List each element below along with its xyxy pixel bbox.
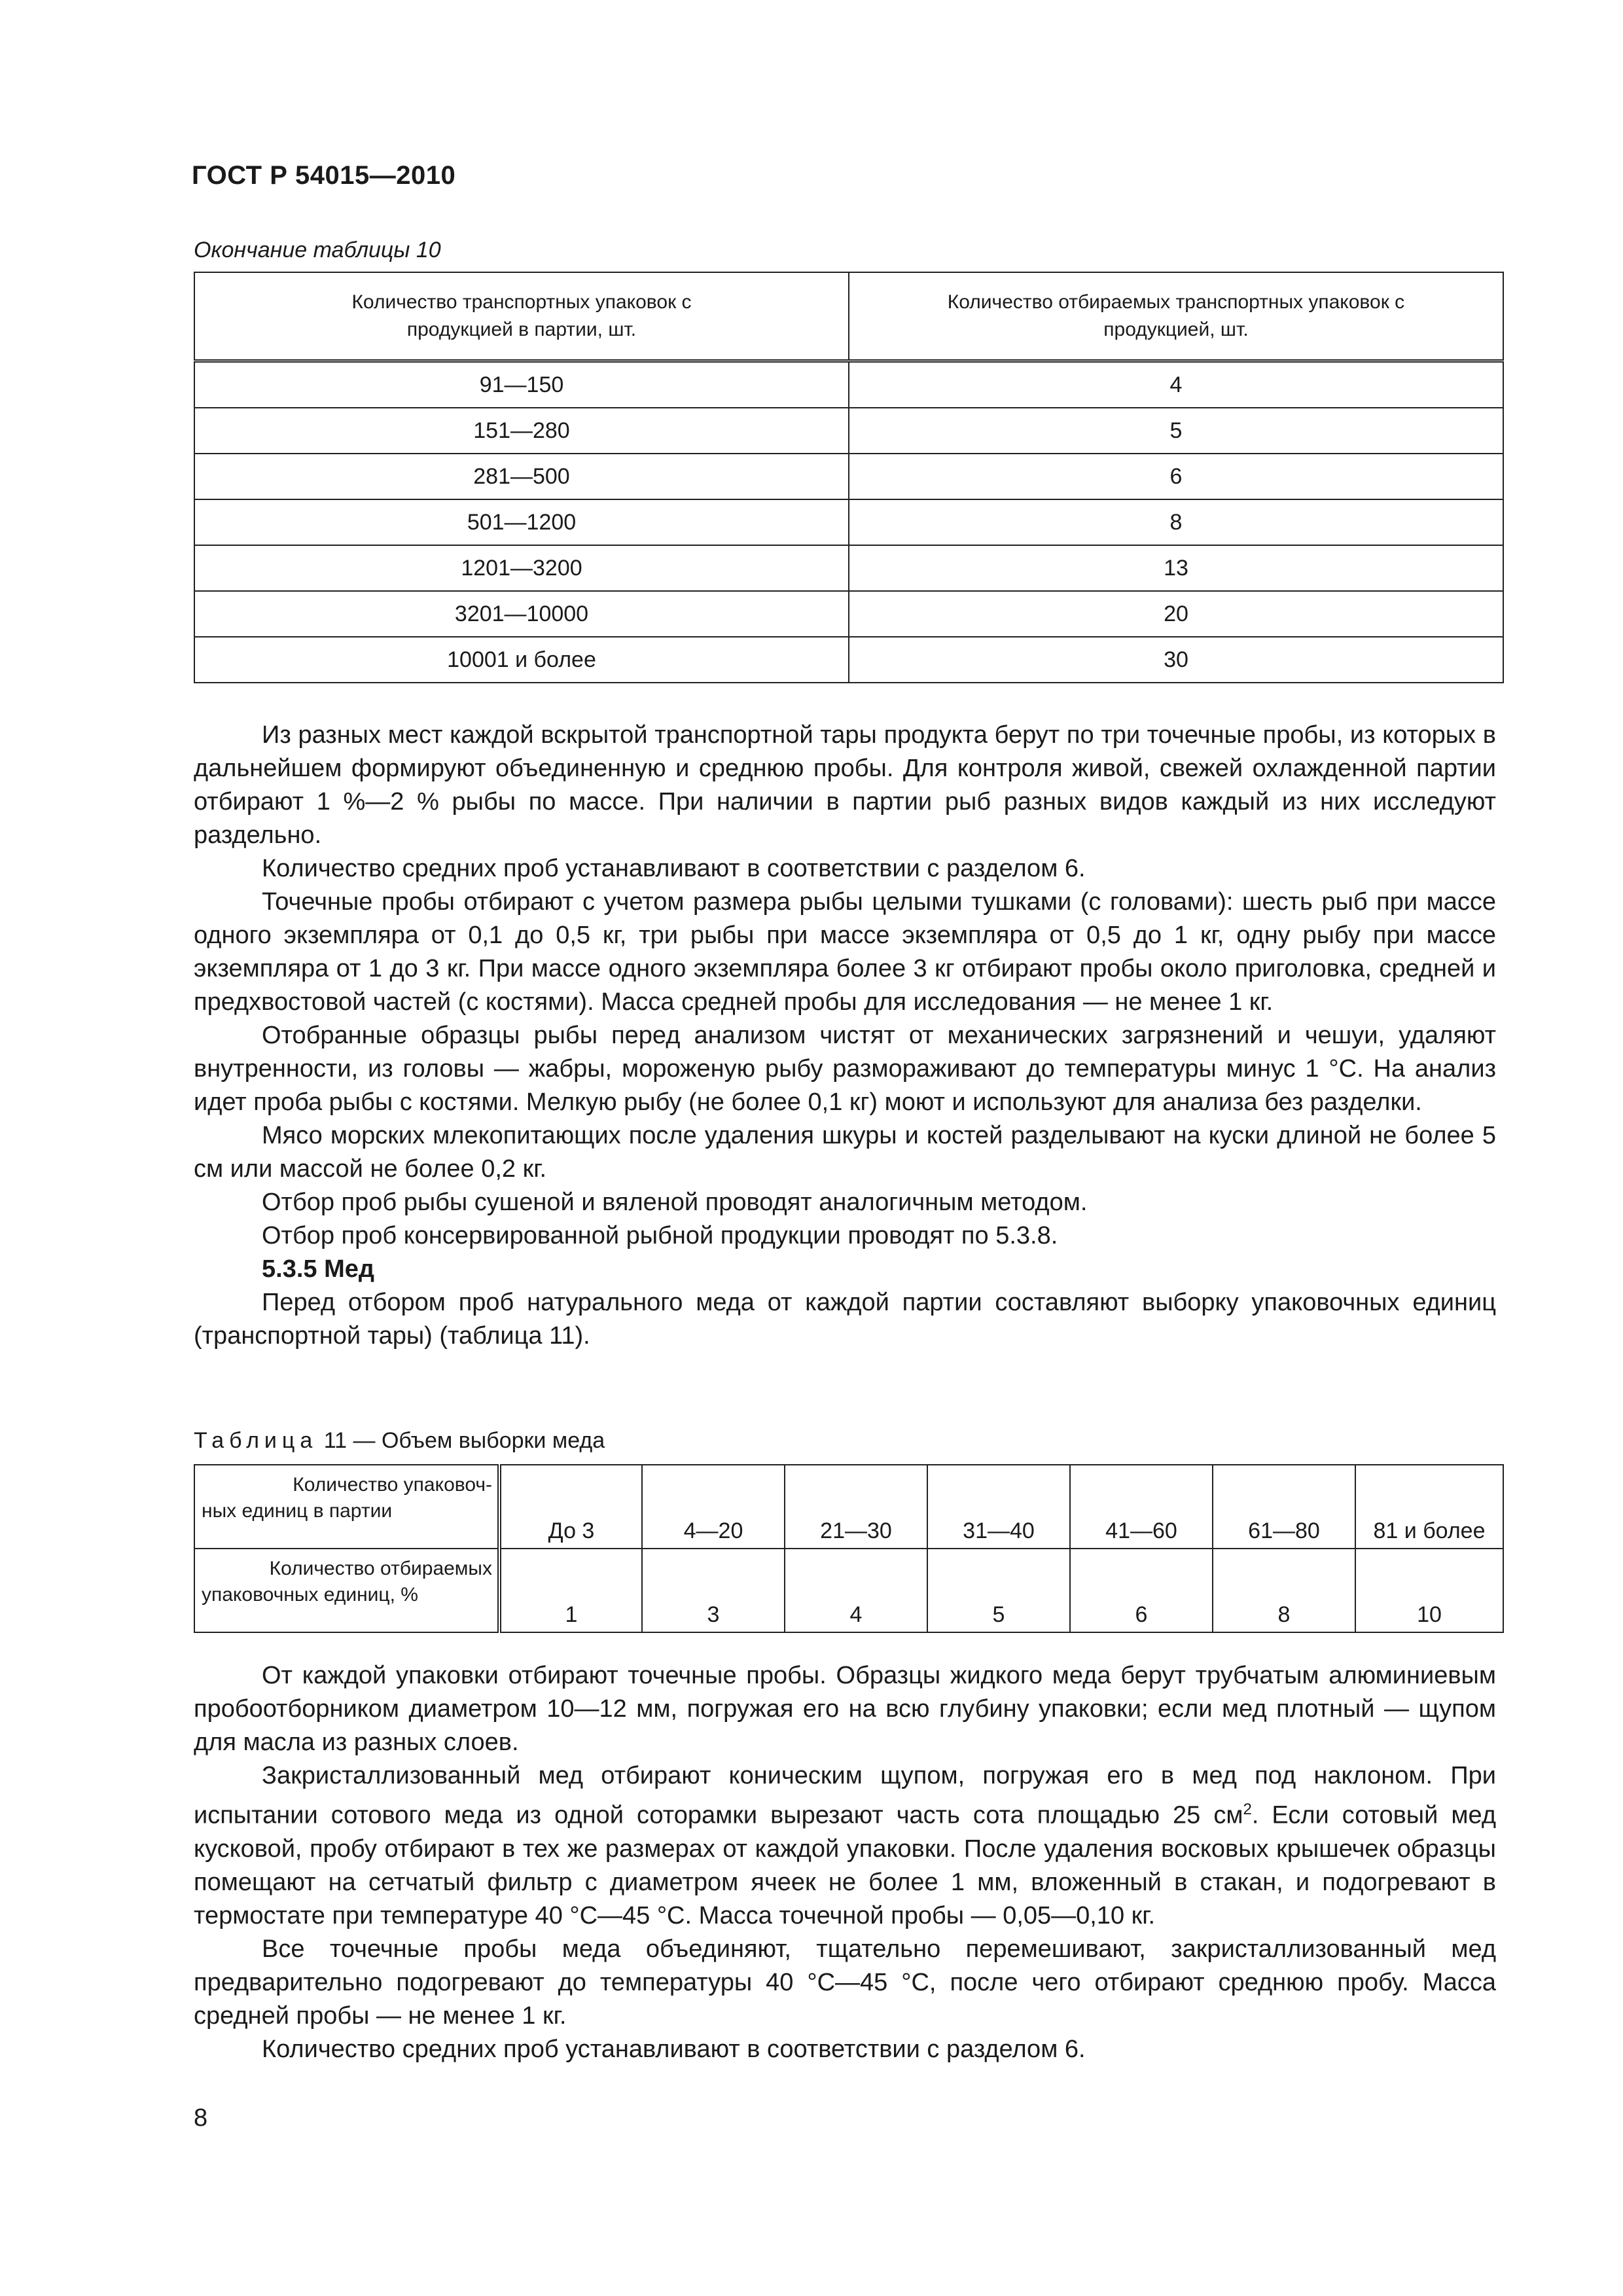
table-row	[194, 361, 1503, 408]
table-11-row-header-line1: Количество упаковоч-	[293, 1474, 492, 1496]
table-cell: 41—60	[1070, 1465, 1213, 1549]
table-11-row-header-line1: Количество отбираемых	[269, 1558, 492, 1579]
table-cell: 4	[785, 1549, 927, 1632]
table-cell: 4—20	[642, 1465, 785, 1549]
paragraph: Количество средних проб устанавливают в соответствии с разделом 6.	[262, 855, 1086, 882]
paragraph: Перед отбором проб натурального меда от каждой партии составляют выборку упаковочных единиц (транспортной тары) (таблица 11).	[194, 1289, 1496, 1350]
table-cell: 1	[499, 1549, 642, 1632]
body-text-honey	[194, 1659, 1496, 2066]
table-11-row-header	[194, 1465, 499, 1549]
table-cell: 1201—3200	[194, 545, 849, 591]
paragraph: Количество средних проб устанавливают в соответствии с разделом 6.	[262, 2035, 1086, 2063]
table-11-row-header	[194, 1549, 499, 1632]
table-row	[194, 1465, 1503, 1549]
table-11-caption-title: 11 — Объем выборки меда	[317, 1428, 605, 1453]
table-10-header-col1: Количество транспортных упаковок с продукцией в партии, шт.	[194, 272, 849, 361]
table-cell: 5	[849, 408, 1503, 454]
table-cell: 6	[849, 454, 1503, 499]
superscript: 2	[1243, 1801, 1252, 1818]
paragraph: Отобранные образцы рыбы перед анализом чистят от механических загрязнений и чешуи, удаляют внутренности, из головы — жабры, мороженую рыбу размораживают до температуры минус 1 °С. На анализ идет проба рыбы с костями. Мелкую рыбу (не более 0,1 кг) моют и используют для анализа без разделки.	[194, 1022, 1496, 1116]
table-10	[194, 272, 1504, 683]
table-cell: 3201—10000	[194, 591, 849, 637]
table-11-caption	[194, 1428, 605, 1454]
paragraph-part: Закристаллизованный мед отбирают коническим щупом, погружая его в мед под наклоном. При испытании сотового меда из одной соторамки вырезают часть сота площадью 25 см	[194, 1762, 1496, 1829]
table-cell: 8	[849, 499, 1503, 545]
table-row	[194, 545, 1503, 591]
table-cell: 10001 и более	[194, 637, 849, 683]
table-row	[194, 408, 1503, 454]
table-cell: 5	[927, 1549, 1070, 1632]
table-row	[194, 499, 1503, 545]
table-cell: 31—40	[927, 1465, 1070, 1549]
paragraph: Все точечные пробы меда объединяют, тщательно перемешивают, закристаллизованный мед предварительно подогревают до температуры 40 °С—45 °С, после чего отбирают среднюю пробу. Масса средней пробы — не менее 1 кг.	[194, 1935, 1496, 2030]
document-header: ГОСТ Р 54015—2010	[192, 161, 456, 190]
table-cell: 81 и более	[1355, 1465, 1503, 1549]
paragraph	[194, 1759, 1496, 1933]
table-cell: 20	[849, 591, 1503, 637]
table-cell: 13	[849, 545, 1503, 591]
table-row	[194, 637, 1503, 683]
table-row	[194, 591, 1503, 637]
paragraph: Отбор проб консервированной рыбной продукции проводят по 5.3.8.	[262, 1222, 1058, 1249]
table-cell: 501—1200	[194, 499, 849, 545]
table-row	[194, 454, 1503, 499]
table-cell: 8	[1213, 1549, 1355, 1632]
table-cell: 4	[849, 361, 1503, 408]
body-text-fish	[194, 719, 1496, 1353]
table-11-caption-word: Таблица	[194, 1428, 318, 1453]
table-cell: 91—150	[194, 361, 849, 408]
page-number: 8	[194, 2104, 208, 2132]
table-cell: 30	[849, 637, 1503, 683]
table-cell: 151—280	[194, 408, 849, 454]
table-cell: 61—80	[1213, 1465, 1355, 1549]
section-heading: 5.3.5 Мед	[262, 1255, 374, 1283]
paragraph: Точечные пробы отбирают с учетом размера рыбы целыми тушками (с головами): шесть рыб при массе одного экземпляра от 0,1 до 0,5 кг, три рыбы при массе экземпляра от 0,5 до 1 кг, одну рыбу при массе экземпляра от 1 до 3 кг. При массе одного экземпляра более 3 кг отбирают пробы около приголовка, средней и предхвостовой частей (с костями). Масса средней пробы для исследования — не менее 1 кг.	[194, 888, 1496, 1016]
table-11-row-header-line2: упаковочных единиц, %	[202, 1584, 418, 1605]
table-cell: 6	[1070, 1549, 1213, 1632]
table-10-caption: Окончание таблицы 10	[194, 238, 441, 262]
table-cell: 10	[1355, 1549, 1503, 1632]
table-cell: 281—500	[194, 454, 849, 499]
table-row	[194, 1549, 1503, 1632]
table-cell: 21—30	[785, 1465, 927, 1549]
paragraph-part: . Если сотовый мед кусковой, пробу отбирают в тех же размерах от каждой упаковки. После удаления восковых крышечек образцы помещают на сетчатый фильтр с диаметром ячеек не более 1 мм, вложенный в стакан, и подогревают в термостате при температуре 40 °С—45 °С. Масса точечной пробы — 0,05—0,10 кг.	[194, 1801, 1496, 1929]
table-11	[194, 1464, 1504, 1633]
paragraph: От каждой упаковки отбирают точечные пробы. Образцы жидкого меда берут трубчатым алюминиевым пробоотборником диаметром 10—12 мм, погружая его на всю глубину упаковки; если мед плотный — щупом для масла из разных слоев.	[194, 1662, 1496, 1756]
table-cell: До 3	[499, 1465, 642, 1549]
table-11-row-header-line2: ных единиц в партии	[202, 1500, 393, 1522]
table-cell: 3	[642, 1549, 785, 1632]
paragraph: Из разных мест каждой вскрытой транспортной тары продукта берут по три точечные пробы, из которых в дальнейшем формируют объединенную и среднюю пробы. Для контроля живой, свежей охлажденной партии отбирают 1 %—2 % рыбы по массе. При наличии в партии рыб разных видов каждый из них исследуют раздельно.	[194, 721, 1496, 849]
paragraph: Отбор проб рыбы сушеной и вяленой проводят аналогичным методом.	[262, 1189, 1088, 1216]
table-10-header-col2: Количество отбираемых транспортных упаковок с продукцией, шт.	[849, 272, 1503, 361]
paragraph: Мясо морских млекопитающих после удаления шкуры и костей разделывают на куски длиной не более 5 см или массой не более 0,2 кг.	[194, 1122, 1496, 1183]
